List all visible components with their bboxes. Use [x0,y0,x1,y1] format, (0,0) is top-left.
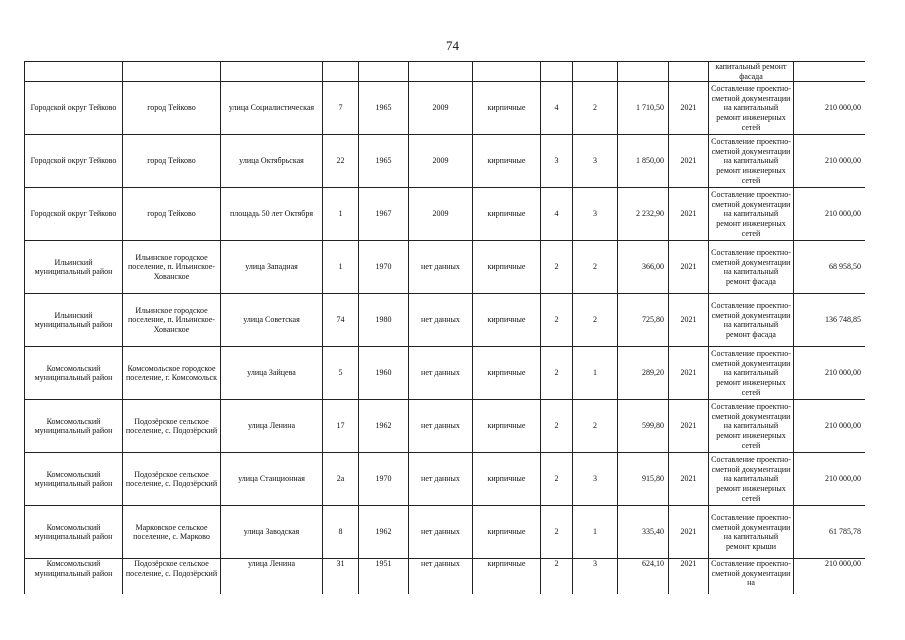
cell-work: Составление проектно-сметной документации на капитальный ремонт крыши [709,506,794,559]
cell-settlement: город Тейково [123,135,221,188]
cell-year-last [409,62,473,82]
cell-work: Составление проектно-сметной документации на капитальный ремонт фасада [709,294,794,347]
cell-year-built: 1970 [359,453,409,506]
cell-work: капитальный ремонт фасада [709,62,794,82]
cell-entrances: 3 [573,453,618,506]
cell-settlement: Подозёрское сельское поселение, с. Подозёрский [123,400,221,453]
cell-house: 2а [323,453,359,506]
cell-area: 599,80 [618,400,669,453]
table-row [25,506,866,559]
cell-floors: 3 [541,135,573,188]
cell-year-built: 1962 [359,506,409,559]
cell-plan-year: 2021 [669,294,709,347]
cell-cost: 210 000,00 [794,188,866,241]
cell-street: улица Западная [221,241,323,294]
cell-settlement: Подозёрское сельское поселение, с. Подозёрский [123,453,221,506]
cell-entrances: 3 [573,188,618,241]
cell-year-built: 1960 [359,347,409,400]
cell-entrances [573,62,618,82]
cell-year-last: нет данных [409,347,473,400]
cell-area: 725,80 [618,294,669,347]
cell-year-built: 1965 [359,135,409,188]
cell-plan-year: 2021 [669,135,709,188]
cell-year-last: нет данных [409,453,473,506]
cell-area: 1 850,00 [618,135,669,188]
cell-cost: 210 000,00 [794,400,866,453]
cell-house: 17 [323,400,359,453]
cell-district: Комсомольский муниципальный район [25,347,123,400]
cell-work: Составление проектно-сметной документации на капитальный ремонт инженерных сетей [709,188,794,241]
cell-material: кирпичные [473,82,541,135]
cell-floors: 4 [541,82,573,135]
cell-year-built: 1951 [359,559,409,594]
cell-plan-year: 2021 [669,506,709,559]
page-number: 74 [446,38,459,53]
cell-house [323,62,359,82]
cell-street: улица Заводская [221,506,323,559]
cell-work: Составление проектно-сметной документации на капитальный ремонт инженерных сетей [709,453,794,506]
cell-settlement: Ильинское городское поселение, п. Ильинское-Хованское [123,241,221,294]
cell-cost: 210 000,00 [794,135,866,188]
cell-year-last: нет данных [409,241,473,294]
cell-house: 74 [323,294,359,347]
cell-year-built: 1965 [359,82,409,135]
continued-row [25,62,866,82]
cell-street: улица Станционная [221,453,323,506]
cell-work: Составление проектно-сметной документации на [709,559,794,594]
table-row [25,241,866,294]
table-container [24,61,865,594]
cell-year-last: 2009 [409,188,473,241]
cell-street: улица Советская [221,294,323,347]
cell-house: 7 [323,82,359,135]
cell-area: 335,40 [618,506,669,559]
cell-floors: 2 [541,294,573,347]
cell-plan-year: 2021 [669,559,709,594]
cell-settlement: Комсомольское городское поселение, г. Комсомольск [123,347,221,400]
cell-material: кирпичные [473,400,541,453]
cell-street: улица Социалистическая [221,82,323,135]
cell-year-built: 1962 [359,400,409,453]
cell-year-built [359,62,409,82]
table-row [25,400,866,453]
cell-work: Составление проектно-сметной документации на капитальный ремонт фасада [709,241,794,294]
cell-area [618,62,669,82]
cell-area: 289,20 [618,347,669,400]
cell-plan-year: 2021 [669,82,709,135]
cell-district: Городской округ Тейково [25,135,123,188]
cell-year-last: нет данных [409,559,473,594]
cell-material: кирпичные [473,188,541,241]
cell-entrances: 1 [573,347,618,400]
cell-entrances: 3 [573,559,618,594]
cell-material: кирпичные [473,135,541,188]
table-row [25,294,866,347]
cell-material: кирпичные [473,453,541,506]
cell-work: Составление проектно-сметной документации на капитальный ремонт инженерных сетей [709,82,794,135]
table-row [25,135,866,188]
cell-year-last: нет данных [409,506,473,559]
cell-cost: 210 000,00 [794,453,866,506]
table-row [25,188,866,241]
cell-cost: 210 000,00 [794,347,866,400]
cell-street: площадь 50 лет Октября [221,188,323,241]
cell-cost: 210 000,00 [794,559,866,594]
table-row [25,82,866,135]
cell-cost: 136 748,85 [794,294,866,347]
cell-floors: 2 [541,347,573,400]
cell-cost: 210 000,00 [794,82,866,135]
cell-plan-year: 2021 [669,453,709,506]
cell-plan-year: 2021 [669,347,709,400]
cell-street [221,62,323,82]
cell-street: улица Октябрьская [221,135,323,188]
cell-year-built: 1970 [359,241,409,294]
cell-year-built: 1980 [359,294,409,347]
cell-area: 624,10 [618,559,669,594]
cell-district: Ильинский муниципальный район [25,241,123,294]
cell-entrances: 2 [573,294,618,347]
cell-area: 1 710,50 [618,82,669,135]
cell-material: кирпичные [473,294,541,347]
cell-plan-year: 2021 [669,400,709,453]
cell-area: 2 232,90 [618,188,669,241]
cell-district: Комсомольский муниципальный район [25,559,123,594]
cell-settlement: Ильинское городское поселение, п. Ильинское-Хованское [123,294,221,347]
table-row [25,453,866,506]
cell-cost: 68 958,50 [794,241,866,294]
cell-material: кирпичные [473,241,541,294]
cell-house: 22 [323,135,359,188]
cell-house: 1 [323,188,359,241]
cell-district: Комсомольский муниципальный район [25,400,123,453]
cell-floors: 2 [541,241,573,294]
cell-floors: 4 [541,188,573,241]
cell-entrances: 1 [573,506,618,559]
table-row [25,347,866,400]
cell-plan-year: 2021 [669,241,709,294]
cell-material [473,62,541,82]
cell-floors: 2 [541,506,573,559]
cell-work: Составление проектно-сметной документации на капитальный ремонт инженерных сетей [709,135,794,188]
cell-entrances: 2 [573,82,618,135]
cell-plan-year: 2021 [669,188,709,241]
cell-district: Комсомольский муниципальный район [25,453,123,506]
table-row [25,559,866,594]
cell-house: 1 [323,241,359,294]
cell-floors: 2 [541,453,573,506]
cell-settlement: Марковское сельское поселение, с. Марково [123,506,221,559]
cell-house: 31 [323,559,359,594]
cell-settlement: город Тейково [123,188,221,241]
cell-material: кирпичные [473,559,541,594]
cell-district: Комсомольский муниципальный район [25,506,123,559]
cell-material: кирпичные [473,506,541,559]
cell-house: 5 [323,347,359,400]
cell-entrances: 2 [573,400,618,453]
cell-cost [794,62,866,82]
cell-year-last: нет данных [409,400,473,453]
cell-floors: 2 [541,400,573,453]
repair-program-table [24,61,865,594]
cell-entrances: 2 [573,241,618,294]
cell-district [25,62,123,82]
cell-cost: 61 785,78 [794,506,866,559]
cell-street: улица Ленина [221,559,323,594]
cell-year-last: нет данных [409,294,473,347]
table-body [25,62,866,595]
cell-house: 8 [323,506,359,559]
cell-work: Составление проектно-сметной документации на капитальный ремонт инженерных сетей [709,347,794,400]
cell-street: улица Ленина [221,400,323,453]
cell-district: Ильинский муниципальный район [25,294,123,347]
cell-settlement: Подозёрское сельское поселение, с. Подозёрский [123,559,221,594]
cell-area: 915,80 [618,453,669,506]
cell-year-built: 1967 [359,188,409,241]
cell-area: 366,00 [618,241,669,294]
cell-settlement [123,62,221,82]
cell-district: Городской округ Тейково [25,82,123,135]
cell-floors: 2 [541,559,573,594]
cell-floors [541,62,573,82]
cell-street: улица Зайцева [221,347,323,400]
cell-year-last: 2009 [409,82,473,135]
cell-plan-year [669,62,709,82]
cell-district: Городской округ Тейково [25,188,123,241]
cell-work: Составление проектно-сметной документации на капитальный ремонт инженерных сетей [709,400,794,453]
cell-year-last: 2009 [409,135,473,188]
cell-settlement: город Тейково [123,82,221,135]
cell-material: кирпичные [473,347,541,400]
cell-entrances: 3 [573,135,618,188]
